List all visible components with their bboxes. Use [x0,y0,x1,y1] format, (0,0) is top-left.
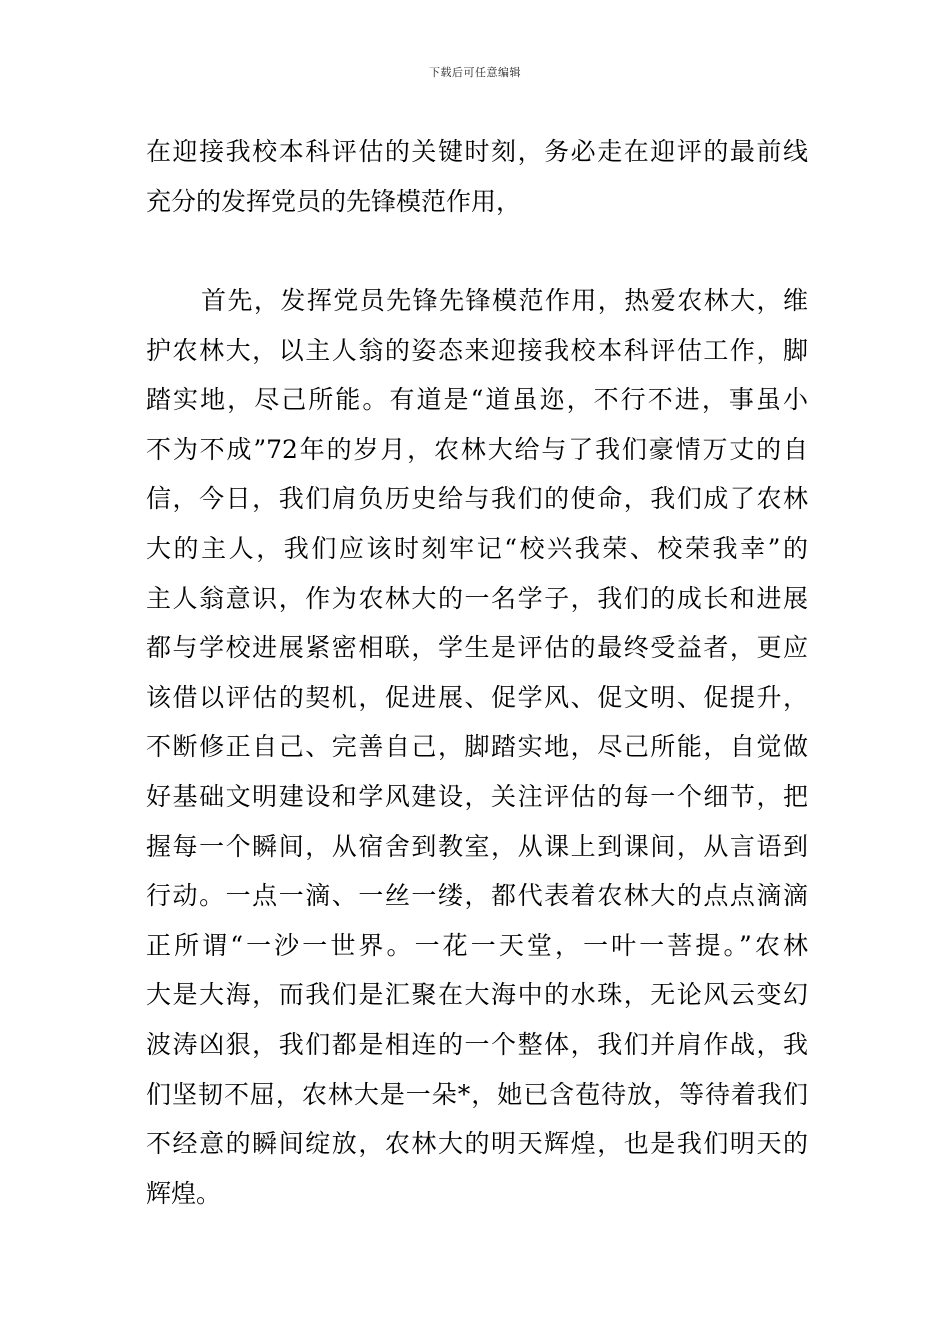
text-line: 们坚韧不屈，农林大是一朵*，她已含苞待放，等待着我们 [146,1079,808,1109]
text-line: 行动。一点一滴、一丝一缕，都代表着农林大的点点滴滴 [146,881,808,911]
text-line: 大是大海，而我们是汇聚在大海中的水珠，无论风云变幻 [146,980,808,1010]
text-line: 该借以评估的契机，促进展、促学风、促文明、促提升， [146,682,808,712]
text-line: 护农林大，以主人翁的姿态来迎接我校本科评估工作，脚 [146,335,808,365]
text-line: 波涛凶狠，我们都是相连的一个整体，我们并肩作战，我 [146,1029,808,1059]
text-line: 不经意的瞬间绽放，农林大的明天辉煌，也是我们明天的 [146,1129,808,1159]
text-line: 信，今日，我们肩负历史给与我们的使命，我们成了农林 [146,484,808,514]
text-line: 辉煌。 [146,1178,222,1208]
text-line: 充分的发挥党员的先锋模范作用， [146,186,522,216]
paragraph-2 [146,276,808,1218]
text-line: 正所谓“一沙一世界。一花一天堂，一叶一菩提。”农林 [146,930,808,960]
text-line: 都与学校进展紧密相联，学生是评估的最终受益者，更应 [146,633,808,663]
text-line: 握每一个瞬间，从宿舍到教室，从课上到课间，从言语到 [146,831,808,861]
header-note: 下载后可任意编辑 [429,66,521,79]
text-line: 首先，发挥党员先锋先锋模范作用，热爱农林大，维 [201,286,808,315]
text-line: 不为不成”72年的岁月，农林大给与了我们豪情万丈的自 [146,434,808,464]
text-line: 大的主人，我们应该时刻牢记“校兴我荣、校荣我幸”的 [146,533,808,563]
text-line: 好基础文明建设和学风建设，关注评估的每一个细节，把 [146,781,808,811]
text-line: 主人翁意识，作为农林大的一名学子，我们的成长和进展 [146,583,808,613]
text-line: 踏实地，尽己所能。有道是“道虽迩，不行不进，事虽小 [146,385,808,415]
text-line: 不断修正自己、完善自己，脚踏实地，尽己所能，自觉做 [146,732,808,762]
text-line: 在迎接我校本科评估的关键时刻，务必走在迎评的最前线 [146,137,808,166]
paragraph-1 [146,127,808,226]
